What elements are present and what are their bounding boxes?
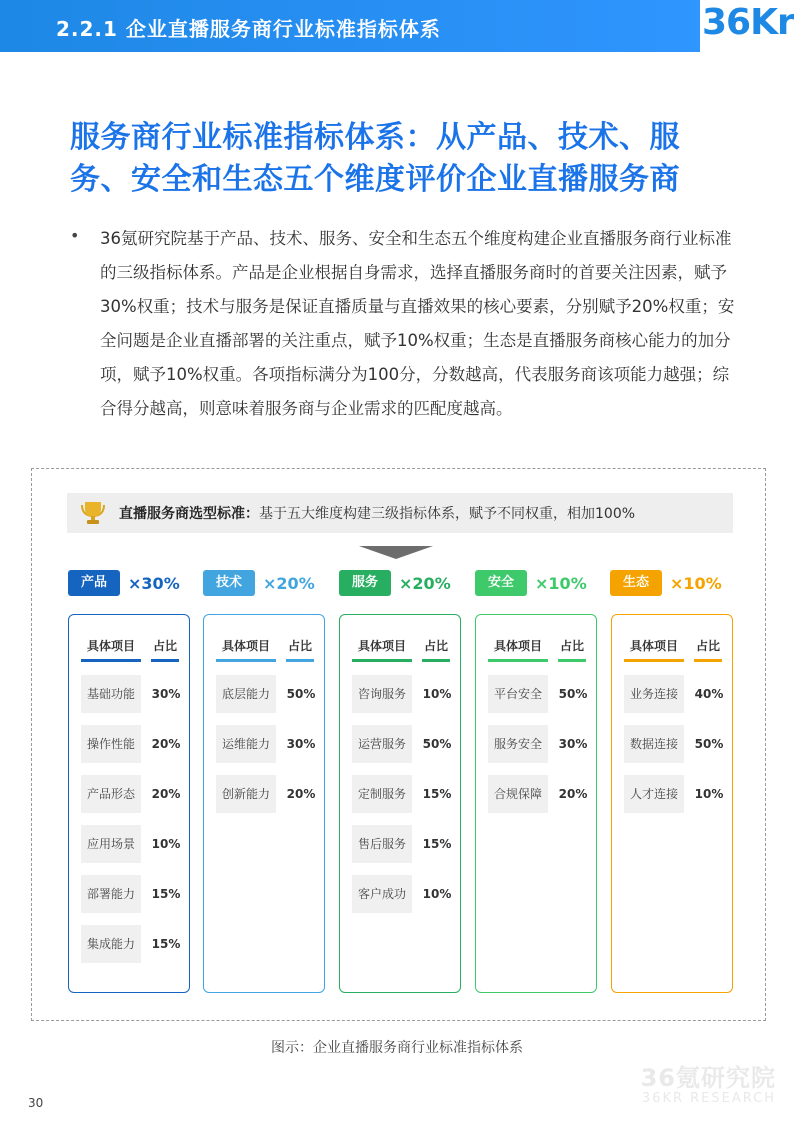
column-header-ratio: 占比 bbox=[559, 639, 584, 653]
dimension-weight: ×10% bbox=[535, 573, 587, 593]
figure-caption: 图示：企业直播服务商行业标准指标体系 bbox=[271, 1040, 523, 1056]
watermark-line2: 36KR RESEARCH bbox=[641, 1091, 776, 1106]
indicator-ratio: 30% bbox=[286, 737, 316, 751]
indicator-ratio: 50% bbox=[694, 737, 724, 751]
column-header-item: 具体项目 bbox=[629, 639, 678, 653]
indicator-row bbox=[352, 725, 452, 763]
header-underline bbox=[216, 659, 276, 662]
indicator-row bbox=[81, 925, 181, 963]
dimension-tag bbox=[339, 570, 451, 596]
trophy-icon bbox=[79, 499, 107, 527]
column-header-ratio: 占比 bbox=[423, 639, 448, 653]
bullet-dot: • bbox=[70, 226, 80, 245]
indicator-ratio: 20% bbox=[151, 737, 181, 751]
indicator-row bbox=[488, 675, 588, 713]
column-header-item: 具体项目 bbox=[221, 639, 270, 653]
indicator-ratio: 15% bbox=[151, 937, 181, 951]
indicator-ratio: 50% bbox=[422, 737, 452, 751]
indicator-ratio: 10% bbox=[151, 837, 181, 851]
indicator-label: 业务连接 bbox=[624, 675, 684, 713]
indicator-row bbox=[352, 775, 452, 813]
indicator-label: 咨询服务 bbox=[352, 675, 412, 713]
indicator-label: 底层能力 bbox=[216, 675, 276, 713]
watermark bbox=[641, 1058, 776, 1106]
dimension-weight: ×10% bbox=[670, 573, 722, 593]
header-bar bbox=[0, 0, 794, 60]
header-underline bbox=[624, 659, 684, 662]
indicator-ratio: 50% bbox=[286, 687, 316, 701]
indicator-label: 合规保障 bbox=[488, 775, 548, 813]
indicator-label: 部署能力 bbox=[81, 875, 141, 913]
dimension-card bbox=[475, 614, 597, 993]
header-underline bbox=[558, 659, 586, 662]
column-header-ratio: 占比 bbox=[287, 639, 312, 653]
indicator-ratio: 20% bbox=[151, 787, 181, 801]
dimension-weight: ×20% bbox=[263, 573, 315, 593]
column-header-ratio: 占比 bbox=[695, 639, 720, 653]
watermark-line1: 36氪研究院 bbox=[640, 1064, 776, 1092]
dimension-card bbox=[68, 614, 190, 993]
column-header-item: 具体项目 bbox=[357, 639, 406, 653]
indicator-row bbox=[216, 675, 316, 713]
indicator-row bbox=[624, 725, 724, 763]
indicator-label: 创新能力 bbox=[216, 775, 276, 813]
indicator-ratio: 10% bbox=[694, 787, 724, 801]
column-header-ratio: 占比 bbox=[152, 639, 177, 653]
indicator-ratio: 10% bbox=[422, 887, 452, 901]
page-number: 30 bbox=[28, 1096, 44, 1110]
dimension-card bbox=[339, 614, 461, 993]
dimension-weight: ×30% bbox=[128, 573, 180, 593]
indicator-ratio: 30% bbox=[151, 687, 181, 701]
indicator-label: 服务安全 bbox=[488, 725, 548, 763]
indicator-row bbox=[81, 725, 181, 763]
header-underline bbox=[488, 659, 548, 662]
indicator-label: 应用场景 bbox=[81, 825, 141, 863]
dimension-tag bbox=[203, 570, 315, 596]
indicator-row bbox=[81, 875, 181, 913]
logo bbox=[700, 0, 794, 52]
indicator-label: 运维能力 bbox=[216, 725, 276, 763]
section-title: 2.2.1 企业直播服务商行业标准指标体系 bbox=[56, 17, 441, 41]
dimension-card bbox=[611, 614, 733, 993]
indicator-label: 操作性能 bbox=[81, 725, 141, 763]
dimension-name: 生态 bbox=[610, 570, 662, 596]
indicator-row bbox=[488, 725, 588, 763]
dimension-card bbox=[203, 614, 325, 993]
indicator-ratio: 20% bbox=[286, 787, 316, 801]
header-underline bbox=[286, 659, 314, 662]
indicator-ratio: 15% bbox=[422, 787, 452, 801]
indicator-row bbox=[216, 725, 316, 763]
indicator-row bbox=[624, 775, 724, 813]
indicator-ratio: 15% bbox=[422, 837, 452, 851]
indicator-ratio: 30% bbox=[558, 737, 588, 751]
indicator-label: 集成能力 bbox=[81, 925, 141, 963]
dimension-weight: ×20% bbox=[399, 573, 451, 593]
header-underline bbox=[694, 659, 722, 662]
header-underline bbox=[151, 659, 179, 662]
indicator-row bbox=[81, 775, 181, 813]
indicator-row bbox=[624, 675, 724, 713]
indicator-row bbox=[216, 775, 316, 813]
dimension-name: 安全 bbox=[475, 570, 527, 596]
body-paragraph: 36氪研究院基于产品、技术、服务、安全和生态五个维度构建企业直播服务商行业标准的三级指标体系。产品是企业根据自身需求，选择直播服务商时的首要关注因素，赋予30%权重；技术与服务是保证直播质量与直播效果的核心要素，分别赋予20%权重；安全问题是企业直播部署的关注重点，赋予10%权重；生态是直播服务商核心能力的加分项，赋予10%权重。各项指标满分为100分，分数越高，代表服务商该项能力越强；综合得分越高，则意味着服务商与企业需求的匹配度越高。 bbox=[100, 229, 735, 418]
indicator-label: 平台安全 bbox=[488, 675, 548, 713]
indicator-row bbox=[352, 675, 452, 713]
indicator-ratio: 50% bbox=[558, 687, 588, 701]
indicator-row bbox=[81, 675, 181, 713]
dimension-tag bbox=[610, 570, 722, 596]
header-underline bbox=[81, 659, 141, 662]
indicator-ratio: 10% bbox=[422, 687, 452, 701]
standard-label: 直播服务商选型标准： bbox=[119, 506, 259, 522]
column-header-item: 具体项目 bbox=[493, 639, 542, 653]
indicator-row bbox=[352, 825, 452, 863]
indicator-label: 运营服务 bbox=[352, 725, 412, 763]
dimension-name: 产品 bbox=[68, 570, 120, 596]
indicator-label: 客户成功 bbox=[352, 875, 412, 913]
indicator-label: 定制服务 bbox=[352, 775, 412, 813]
logo-text: 36Kr bbox=[702, 2, 794, 43]
column-header-item: 具体项目 bbox=[86, 639, 135, 653]
standard-text bbox=[119, 503, 635, 523]
dimension-tag bbox=[475, 570, 587, 596]
indicator-label: 基础功能 bbox=[81, 675, 141, 713]
dimension-name: 技术 bbox=[203, 570, 255, 596]
indicator-row bbox=[81, 825, 181, 863]
standard-desc: 基于五大维度构建三级指标体系，赋予不同权重，相加100% bbox=[259, 506, 636, 522]
indicator-label: 售后服务 bbox=[352, 825, 412, 863]
indicator-label: 人才连接 bbox=[624, 775, 684, 813]
indicator-ratio: 20% bbox=[558, 787, 588, 801]
dimension-tag bbox=[68, 570, 180, 596]
indicator-label: 数据连接 bbox=[624, 725, 684, 763]
arrow-down-icon bbox=[359, 546, 433, 559]
dimension-name: 服务 bbox=[339, 570, 391, 596]
indicator-row bbox=[352, 875, 452, 913]
indicator-row bbox=[488, 775, 588, 813]
header-underline bbox=[422, 659, 450, 662]
standard-bar bbox=[67, 493, 733, 533]
indicator-label: 产品形态 bbox=[81, 775, 141, 813]
header-underline bbox=[352, 659, 412, 662]
indicator-ratio: 15% bbox=[151, 887, 181, 901]
indicator-ratio: 40% bbox=[694, 687, 724, 701]
headline: 服务商行业标准指标体系：从产品、技术、服务、安全和生态五个维度评价企业直播服务商 bbox=[70, 120, 680, 197]
